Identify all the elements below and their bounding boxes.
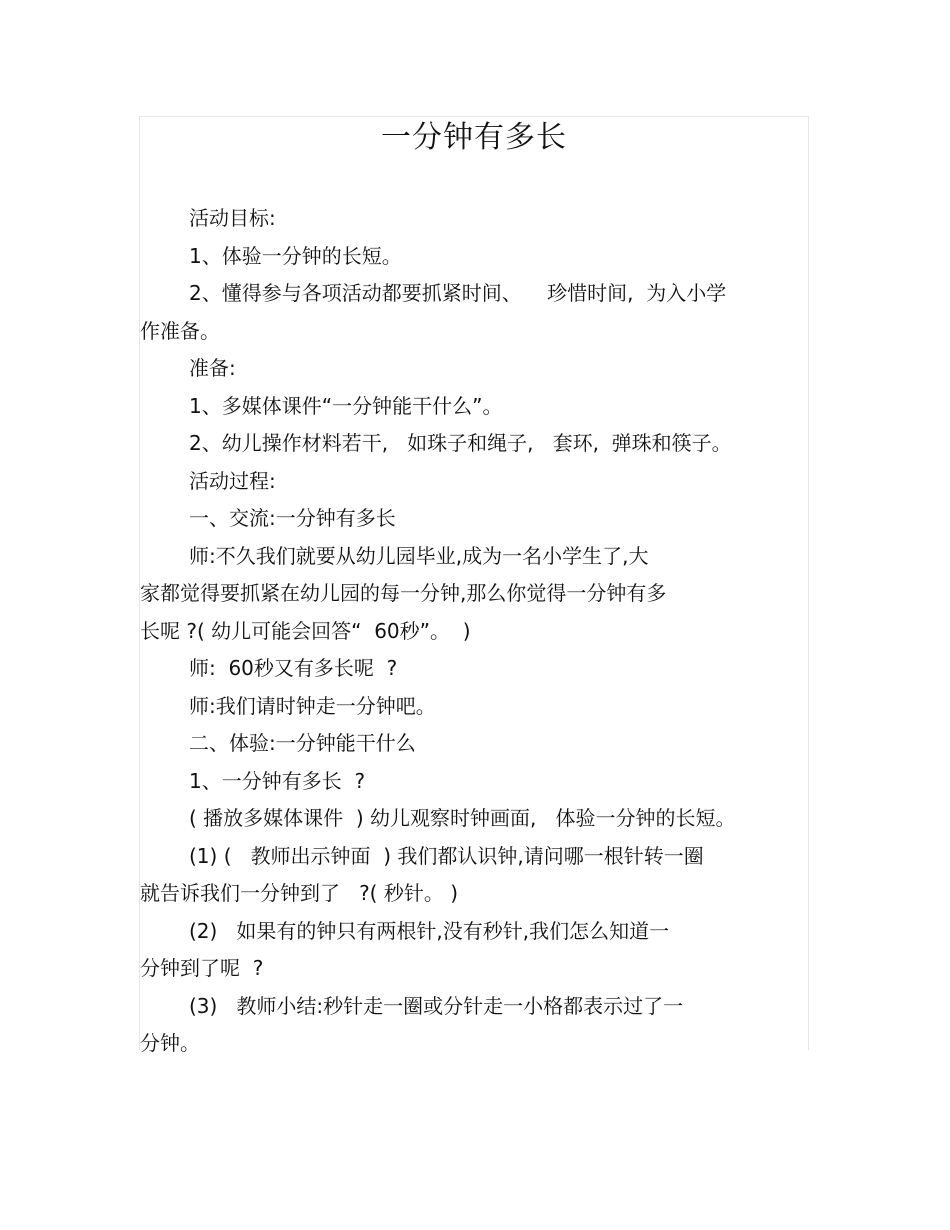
paragraph-line: 师: 60秒又有多长呢 ? xyxy=(189,656,398,680)
step-heading-2: 二、体验:一分钟能干什么 xyxy=(189,731,416,755)
paragraph-line: (2) 如果有的钟只有两根针,没有秒针,我们怎么知道一 xyxy=(189,918,670,943)
paragraph-line: 分钟。 xyxy=(140,1031,200,1055)
section-heading-goals: 活动目标: xyxy=(189,206,276,230)
paragraph-line: 分钟到了呢 ? xyxy=(140,956,264,980)
document-title: 一分钟有多长 xyxy=(381,120,567,155)
goal-item-1: 1、体验一分钟的长短。 xyxy=(189,243,402,268)
paragraph-line: 家都觉得要抓紧在幼儿园的每一分钟,那么你觉得一分钟有多 xyxy=(140,581,667,605)
section-heading-process: 活动过程: xyxy=(189,468,276,493)
paragraph-line: 1、一分钟有多长 ? xyxy=(189,768,366,793)
paragraph-line: (1) ( 教师出示钟面 ) 我们都认识钟,请问哪一根针转一圈 xyxy=(189,843,704,868)
paragraph-line: 长呢 ?( 幼儿可能会回答“ 60秒”。 ) xyxy=(140,618,471,643)
goal-item-2: 2、懂得参与各项活动都要抓紧时间、 珍惜时间, 为入小学 xyxy=(189,281,727,305)
paragraph-line: ( 播放多媒体课件 ) 幼儿观察时钟画面, 体验一分钟的长短。 xyxy=(189,806,736,830)
preparation-item-1: 1、多媒体课件“一分钟能干什么”。 xyxy=(189,393,503,418)
document-body xyxy=(140,200,810,1063)
paragraph-line: (3) 教师小结:秒针走一圈或分针走一小格都表示过了一 xyxy=(189,993,684,1018)
preparation-item-2: 2、幼儿操作材料若干, 如珠子和绳子, 套环, 弹珠和筷子。 xyxy=(189,431,732,455)
step-heading-1: 一、交流:一分钟有多长 xyxy=(189,506,396,530)
section-heading-preparation: 准备: xyxy=(189,356,236,380)
paragraph-line: 师:我们请时钟走一分钟吧。 xyxy=(189,693,436,718)
paragraph-line: 师:不久我们就要从幼儿园毕业,成为一名小学生了,大 xyxy=(189,543,649,568)
goal-item-2-continued: 作准备。 xyxy=(140,318,220,343)
paragraph-line: 就告诉我们一分钟到了 ?( 秒针。 ) xyxy=(140,881,459,905)
